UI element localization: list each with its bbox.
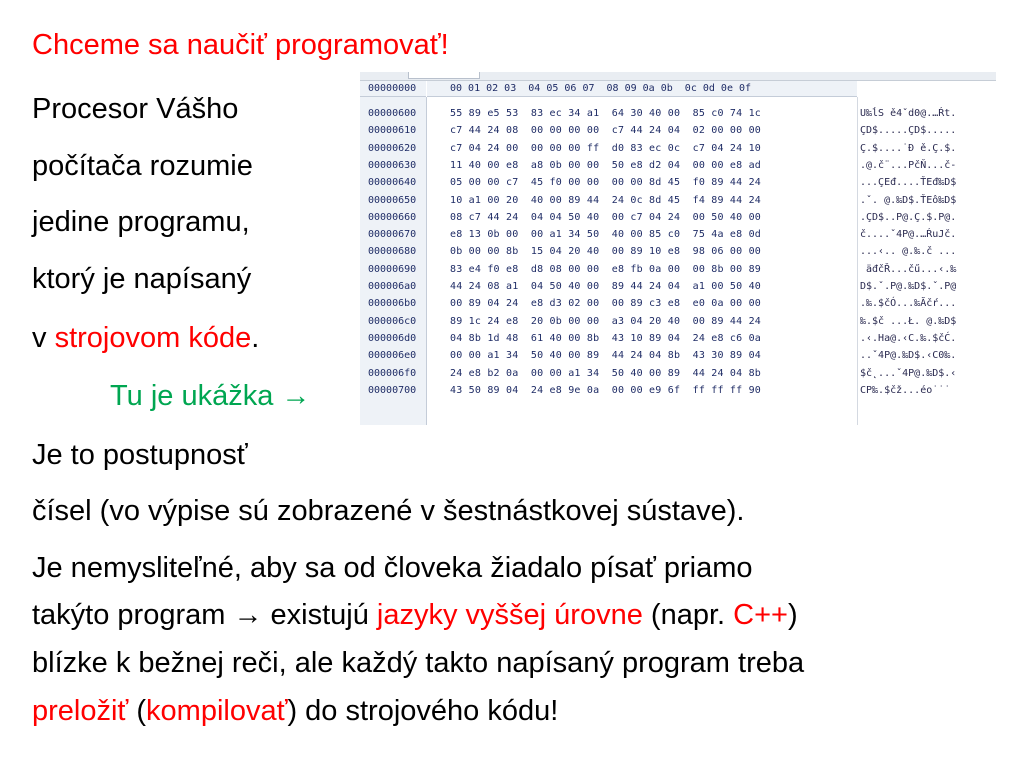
hex-row-ascii: äđčŘ...čű...‹.‰ bbox=[860, 263, 957, 275]
hex-viewer-tab bbox=[408, 72, 480, 79]
hex-row-ascii: Ç.$....˙Đ ě.Ç.$. bbox=[860, 142, 957, 154]
sequence-line-2: čísel (vo výpise sú zobrazené v šestnástkovej sústave). bbox=[32, 495, 745, 527]
left-line-4: ktorý je napísaný bbox=[32, 263, 252, 295]
para4-b: ) do strojového kódu! bbox=[287, 695, 559, 727]
hex-row-bytes: 0b 00 00 8b 15 04 20 40 00 89 10 e8 98 06 00 00 bbox=[450, 246, 762, 258]
hex-header-columns bbox=[427, 81, 857, 97]
hex-row-offset: 00000600 bbox=[368, 108, 417, 119]
hex-row-bytes: e8 13 0b 00 00 a1 34 50 40 00 85 c0 75 4a e8 0d bbox=[450, 229, 762, 241]
hex-row-offset: 00000660 bbox=[368, 211, 417, 223]
hex-row-offset: 00000700 bbox=[368, 384, 417, 396]
para2-c: ) bbox=[787, 599, 798, 631]
hex-row-bytes: 08 c7 44 24 04 04 50 40 00 c7 04 24 00 50 40 00 bbox=[450, 211, 762, 223]
hex-row-bytes: 10 a1 00 20 40 00 89 44 24 0c 8d 45 f4 89 44 24 bbox=[450, 194, 762, 206]
left-line-3: jedine programu, bbox=[32, 206, 250, 238]
hex-row-offset: 00000650 bbox=[368, 194, 417, 206]
hex-row-bytes: 05 00 00 c7 45 f0 00 00 00 00 8d 45 f0 89 44 24 bbox=[450, 177, 762, 189]
machine-code-term: strojovom kóde bbox=[54, 322, 252, 354]
translate-term: preložiť bbox=[32, 695, 129, 727]
hex-row-ascii: CP‰.$čž...éo˙˙˙ bbox=[860, 384, 957, 396]
hex-row-ascii: ..ˇ4P@.‰D$.‹C0‰. bbox=[860, 350, 957, 362]
hex-row-ascii: ÇD$.....ÇD$..... bbox=[860, 125, 957, 137]
para2-a: takýto program → existujú bbox=[32, 599, 377, 631]
hex-row-bytes: 43 50 89 04 24 e8 9e 0a 00 00 e9 6f ff ff ff 90 bbox=[450, 384, 762, 396]
hex-row-offset: 00000610 bbox=[368, 125, 417, 137]
para4-a: ( bbox=[128, 695, 147, 727]
hex-row-offset: 00000630 bbox=[368, 159, 417, 171]
hex-row-bytes: 11 40 00 e8 a8 0b 00 00 50 e8 d2 04 00 00 e8 ad bbox=[450, 159, 762, 171]
machine-prefix: v bbox=[32, 322, 55, 354]
sequence-line-1: Je to postupnosť bbox=[32, 439, 248, 471]
hex-row-bytes: 55 89 e5 53 83 ec 34 a1 64 30 40 00 85 c0 74 1c bbox=[450, 108, 762, 119]
hex-row-ascii: .@.č¨...PčŇ...č- bbox=[860, 159, 957, 171]
header-offset-text: 00000000 bbox=[368, 83, 417, 94]
machine-code-line bbox=[32, 321, 259, 355]
left-line-2: počítača rozumie bbox=[32, 150, 253, 182]
hex-row-ascii: .‰.$čÓ...‰Ăčŕ... bbox=[860, 298, 957, 310]
para2-b: (napr. bbox=[642, 599, 734, 631]
hex-row-offset: 00000670 bbox=[368, 229, 417, 241]
hex-row-offset: 000006d0 bbox=[368, 332, 417, 344]
hex-row-bytes: c7 44 24 08 00 00 00 00 c7 44 24 04 02 00 00 00 bbox=[450, 125, 762, 137]
hex-row-bytes: 89 1c 24 e8 20 0b 00 00 a3 04 20 40 00 89 44 24 bbox=[450, 315, 762, 327]
hex-row-bytes: 24 e8 b2 0a 00 00 a1 34 50 40 00 89 44 24 04 8b bbox=[450, 367, 762, 379]
cpp-term: C++ bbox=[733, 599, 788, 631]
hex-row-bytes: 44 24 08 a1 04 50 40 00 89 44 24 04 a1 00 50 40 bbox=[450, 281, 762, 292]
hex-row-offset: 000006c0 bbox=[368, 315, 417, 327]
hex-dump-viewer bbox=[360, 72, 996, 425]
hex-row-bytes: 04 8b 1d 48 61 40 00 8b 43 10 89 04 24 e8 c6 0a bbox=[450, 332, 762, 344]
header-bytes-text: 00 01 02 03 04 05 06 07 08 09 0a 0b 0c 0d 0e 0f bbox=[450, 83, 752, 94]
hex-row-ascii: .‹.Ha@.‹C.‰.$čĆ. bbox=[860, 332, 957, 344]
hex-row-ascii: .ÇD$..P@.Ç.$.P@. bbox=[860, 211, 957, 223]
left-line-1: Procesor Vášho bbox=[32, 93, 239, 125]
paragraph-line-4 bbox=[32, 694, 558, 728]
hex-header-offset bbox=[360, 81, 426, 97]
compile-term: kompilovať bbox=[146, 695, 288, 727]
hex-row-ascii: .ˇ. @.‰D$.ŤEô‰D$ bbox=[860, 194, 957, 206]
hex-row-offset: 000006f0 bbox=[368, 367, 417, 379]
hex-row-ascii: č....ˇ4P@.…ŔuJč. bbox=[860, 229, 957, 241]
hex-row-offset: 00000690 bbox=[368, 263, 417, 275]
hex-row-ascii: ...ÇEđ....ŤEđ‰D$ bbox=[860, 177, 957, 189]
hex-row-offset: 00000620 bbox=[368, 142, 417, 154]
hex-row-offset: 00000640 bbox=[368, 177, 417, 189]
hex-row-ascii: ...‹.. @.‰.č ... bbox=[860, 246, 957, 258]
machine-suffix: . bbox=[251, 322, 260, 354]
example-pointer: Tu je ukážka → bbox=[110, 380, 311, 412]
hex-row-ascii: $č˛...ˇ4P@.‰D$.‹ bbox=[860, 367, 957, 379]
higher-level-languages-term: jazyky vyššej úrovne bbox=[376, 599, 643, 631]
hex-row-bytes: 00 00 a1 34 50 40 00 89 44 24 04 8b 43 30 89 04 bbox=[450, 350, 762, 362]
paragraph-line-3: blízke k bežnej reči, ale každý takto napísaný program treba bbox=[32, 647, 805, 679]
hex-row-ascii: ‰.$č ...Ł. @.‰D$ bbox=[860, 315, 957, 327]
ascii-divider bbox=[857, 97, 858, 425]
paragraph-line-1: Je nemysliteľné, aby sa od človeka žiadalo písať priamo bbox=[32, 552, 753, 584]
hex-row-offset: 000006b0 bbox=[368, 298, 417, 310]
hex-viewer-toolbar bbox=[360, 72, 996, 81]
hex-row-bytes: c7 04 24 00 00 00 00 ff d0 83 ec 0c c7 04 24 10 bbox=[450, 142, 762, 154]
hex-row-offset: 000006e0 bbox=[368, 350, 417, 362]
hex-row-ascii: D$.ˇ.P@.‰D$.ˇ.P@ bbox=[860, 281, 957, 292]
hex-row-ascii: U‰ĺS ě4ˇd0@.…Ŕt. bbox=[860, 108, 957, 119]
paragraph-line-2 bbox=[32, 598, 798, 632]
hex-row-bytes: 83 e4 f0 e8 d8 08 00 00 e8 fb 0a 00 00 8b 00 89 bbox=[450, 263, 762, 275]
slide-title: Chceme sa naučiť programovať! bbox=[32, 29, 449, 61]
hex-row-bytes: 00 89 04 24 e8 d3 02 00 00 89 c3 e8 e0 0a 00 00 bbox=[450, 298, 762, 310]
hex-row-offset: 000006a0 bbox=[368, 281, 417, 292]
hex-row-offset: 00000680 bbox=[368, 246, 417, 258]
